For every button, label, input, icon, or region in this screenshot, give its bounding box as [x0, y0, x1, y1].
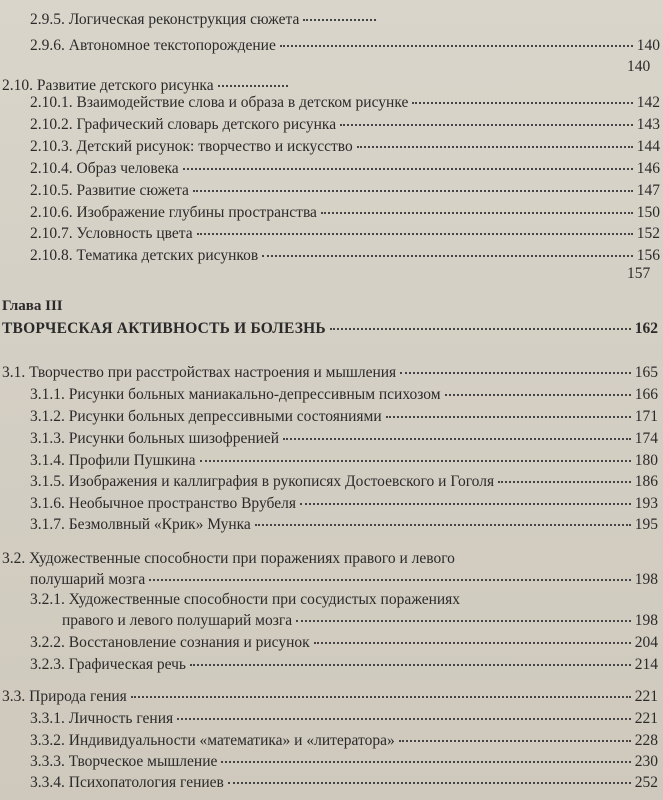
toc-entry [30, 752, 658, 771]
toc-entry-page: 144 [636, 138, 660, 155]
toc-entry [30, 709, 658, 728]
leader-dots [412, 102, 632, 104]
toc-section-page: 165 [634, 364, 658, 381]
leader-dots [330, 328, 631, 330]
toc-entry-label: 3.1.7. Безмолвный «Крик» Мунка [30, 516, 251, 533]
leader-dots [149, 579, 630, 581]
leader-dots [283, 438, 631, 440]
toc-section [30, 570, 658, 589]
toc-entry [30, 494, 658, 513]
toc-entry-label: 2.10.8. Тематика детских рисунков [30, 247, 259, 264]
toc-entry-label: 3.1.2. Рисунки больных депрессивными состояниями [30, 408, 382, 425]
toc-entry-page: 193 [634, 495, 658, 512]
leader-dots [183, 168, 633, 170]
toc-entry-label: 3.3.1. Личность гения [30, 710, 174, 727]
toc-entry-label: 3.3.4. Психопатология гениев [30, 774, 224, 791]
toc-section-label: полушарий мозга [30, 571, 146, 588]
toc-entry-label: 2.10.1. Взаимодействие слова и образа в детском рисунке [30, 94, 409, 111]
leader-dots [228, 782, 631, 784]
leader-dots [321, 212, 633, 214]
toc-entry-page: 171 [634, 408, 658, 425]
toc-orphan-page: 157 [627, 265, 651, 282]
toc-section-label: 2.10. Развитие детского рисунка [2, 77, 214, 94]
toc-section [2, 687, 658, 706]
leader-dots [190, 664, 631, 666]
toc-entry-label: 3.2.1. Художественные способности при сосудистых поражениях [30, 591, 461, 608]
toc-entry [30, 159, 660, 178]
leader-dots [262, 255, 633, 257]
toc-entry-page: 230 [634, 753, 658, 770]
toc-section-page: 198 [634, 571, 658, 588]
toc-entry-label: 2.10.3. Детский рисунок: творчество и искусство [30, 138, 353, 155]
toc-entry [30, 385, 658, 404]
leader-dots [314, 642, 631, 644]
toc-entry-label: 3.3.3. Творческое мышление [30, 753, 218, 770]
leader-dots [193, 190, 633, 192]
toc-entry [30, 429, 658, 448]
toc-entry-label: 3.1.6. Необычное пространство Врубеля [30, 495, 296, 512]
chapter-label: Глава III [2, 298, 63, 314]
leader-dots [303, 19, 376, 21]
toc-entry [30, 181, 660, 200]
toc-entry-page: 174 [634, 430, 658, 447]
leader-dots [498, 481, 631, 483]
leader-dots [177, 718, 631, 720]
leader-dots [445, 394, 631, 396]
toc-entry [30, 407, 658, 426]
toc-entry-label: 3.3.2. Индивидуальности «математика» и «литератора» [30, 732, 395, 749]
toc-section-label: 3.1. Творчество при расстройствах настроения и мышления [2, 364, 397, 381]
toc-entry-page: 152 [636, 225, 660, 242]
toc-entry-page: 140 [636, 37, 660, 54]
toc-entry [30, 633, 658, 652]
toc-entry [30, 515, 658, 534]
toc-entry [30, 203, 660, 222]
toc-entry [30, 451, 658, 470]
toc-entry-label: правого и левого полушарий мозга [62, 612, 293, 629]
toc-entry [30, 93, 660, 112]
toc-entry [30, 36, 660, 55]
toc-entry-label: 3.1.3. Рисунки больных шизофренией [30, 430, 280, 447]
toc-entry [30, 224, 660, 243]
leader-dots [400, 372, 631, 374]
toc-entry-page: 147 [636, 182, 660, 199]
leader-dots [399, 740, 631, 742]
toc-entry-label: 2.9.6. Автономное текстопорождение [30, 37, 276, 54]
toc-orphan-page: 140 [627, 58, 651, 75]
toc-section-label: 3.2. Художественные способности при поражениях правого и левого [2, 550, 455, 567]
leader-dots [218, 85, 288, 87]
chapter-title: ТВОРЧЕСКАЯ АКТИВНОСТЬ И БОЛЕЗНЬ [2, 320, 326, 337]
leader-dots [200, 460, 631, 462]
toc-entry-page: 195 [634, 516, 658, 533]
toc-entry-page: 221 [634, 710, 658, 727]
leader-dots [197, 233, 633, 235]
toc-section-page: 221 [634, 688, 658, 705]
leader-dots [221, 761, 630, 763]
toc-entry-label: 3.2.2. Восстановление сознания и рисунок [30, 634, 310, 651]
toc-entry [62, 611, 658, 630]
toc-entry [30, 472, 658, 491]
chapter-page: 162 [634, 320, 658, 337]
toc-entry [30, 731, 658, 750]
toc-entry-label: 3.1.5. Изображения и каллиграфия в рукописях Достоевского и Гоголя [30, 473, 495, 490]
toc-entry [30, 246, 660, 265]
toc-entry-page: 180 [634, 452, 658, 469]
leader-dots [131, 696, 631, 698]
toc-entry [30, 115, 660, 134]
toc-entry-label: 2.10.5. Развитие сюжета [30, 182, 189, 199]
toc-entry-page: 142 [636, 94, 660, 111]
toc-entry-label: 3.1.4. Профили Пушкина [30, 452, 196, 469]
toc-entry-label: 3.2.3. Графическая речь [30, 656, 186, 673]
toc-entry-page: 252 [634, 774, 658, 791]
toc-entry-label: 2.9.5. Логическая реконструкция сюжета [30, 11, 300, 28]
toc-entry-page: 156 [636, 247, 660, 264]
toc-entry-label: 3.1.1. Рисунки больных маниакально-депрессивным психозом [30, 386, 441, 403]
toc-entry [30, 10, 380, 29]
toc-entry-page: 143 [636, 116, 660, 133]
leader-dots [296, 620, 631, 622]
toc-entry [30, 137, 660, 156]
toc-entry-page: 166 [634, 386, 658, 403]
toc-entry-page: 198 [634, 612, 658, 629]
toc-entry-label: 2.10.2. Графический словарь детского рисунка [30, 116, 337, 133]
toc-section-label: 3.3. Природа гения [2, 688, 127, 705]
leader-dots [280, 45, 633, 47]
toc-entry [30, 655, 658, 674]
toc-entry-label: 2.10.6. Изображение глубины пространства [30, 204, 317, 221]
toc-entry-label: 2.10.4. Образ человека [30, 160, 179, 177]
leader-dots [340, 124, 633, 126]
toc-entry-label: 2.10.7. Условность цвета [30, 225, 193, 242]
toc-entry-page: 228 [634, 732, 658, 749]
leader-dots [386, 416, 631, 418]
toc-entry-page: 214 [634, 656, 658, 673]
toc-entry-page: 204 [634, 634, 658, 651]
chapter-title-entry [2, 319, 658, 338]
toc-entry-page: 146 [636, 160, 660, 177]
leader-dots [300, 503, 631, 505]
toc-section [2, 363, 658, 382]
leader-dots [255, 524, 631, 526]
toc-entry-page: 186 [634, 473, 658, 490]
leader-dots [357, 146, 633, 148]
toc-entry-page: 150 [636, 204, 660, 221]
toc-entry [30, 773, 658, 792]
